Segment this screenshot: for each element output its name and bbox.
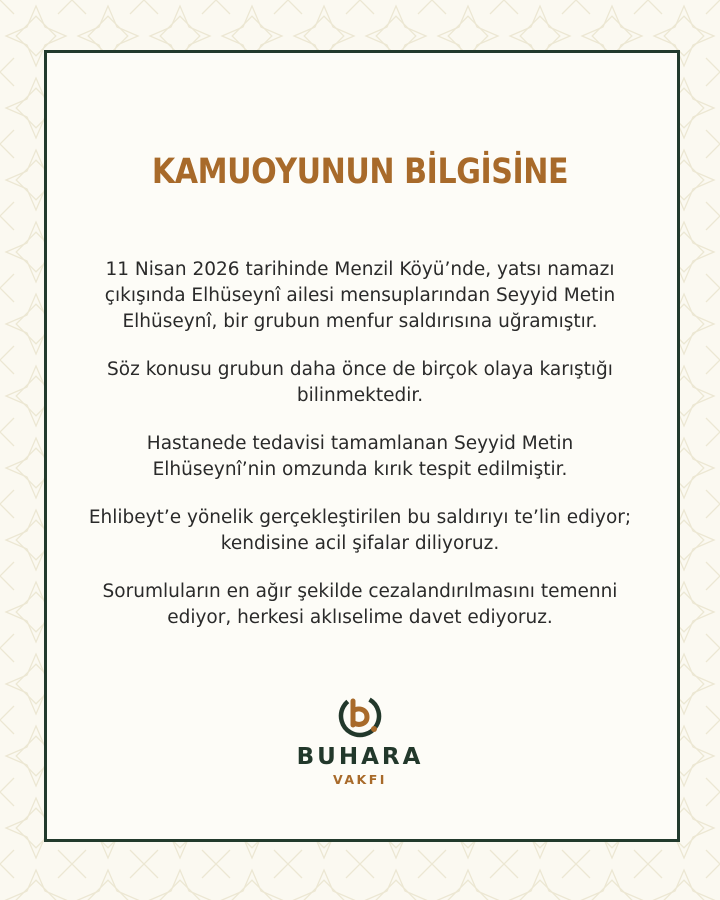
paragraph-line: bilinmektedir. bbox=[296, 385, 424, 406]
paragraph-line: kendisine acil şifalar diliyoruz. bbox=[220, 533, 500, 554]
logo-name: BUHARA bbox=[296, 744, 424, 770]
paragraph-line: Hastanede tedavisi tamamlanan Seyyid Metin bbox=[146, 433, 574, 454]
paragraph-line: Ehlibeyt’e yönelik gerçekleştirilen bu saldırıyı te’lin ediyor; bbox=[88, 507, 632, 528]
paragraph-line: 11 Nisan 2026 tarihinde Menzil Köyü’nde, yatsı namazı bbox=[105, 259, 615, 280]
logo-subtitle: VAKFI bbox=[333, 772, 387, 787]
notice-body bbox=[60, 257, 660, 653]
paragraph-3 bbox=[60, 431, 660, 483]
paragraph-4 bbox=[60, 505, 660, 557]
buhara-b-icon bbox=[336, 692, 384, 740]
buhara-logo bbox=[0, 692, 720, 787]
paragraph-5 bbox=[60, 579, 660, 631]
paragraph-line: çıkışında Elhüseynî ailesi mensuplarından Seyyid Metin bbox=[104, 285, 616, 306]
paragraph-line: Sorumluların en ağır şekilde cezalandırılmasını temenni bbox=[102, 581, 618, 602]
paragraph-line: Elhüseynî’nin omzunda kırık tespit edilmiştir. bbox=[152, 459, 568, 480]
paragraph-2 bbox=[60, 357, 660, 409]
paragraph-line: ediyor, herkesi aklıselime davet ediyoruz. bbox=[167, 607, 553, 628]
paragraph-1 bbox=[60, 257, 660, 335]
notice-title: KAMUOYUNUN BİLGİSİNE bbox=[151, 152, 569, 192]
paragraph-line: Elhüseynî, bir grubun menfur saldırısına uğramıştır. bbox=[122, 311, 598, 332]
paragraph-line: Söz konusu grubun daha önce de birçok olaya karıştığı bbox=[107, 359, 613, 380]
